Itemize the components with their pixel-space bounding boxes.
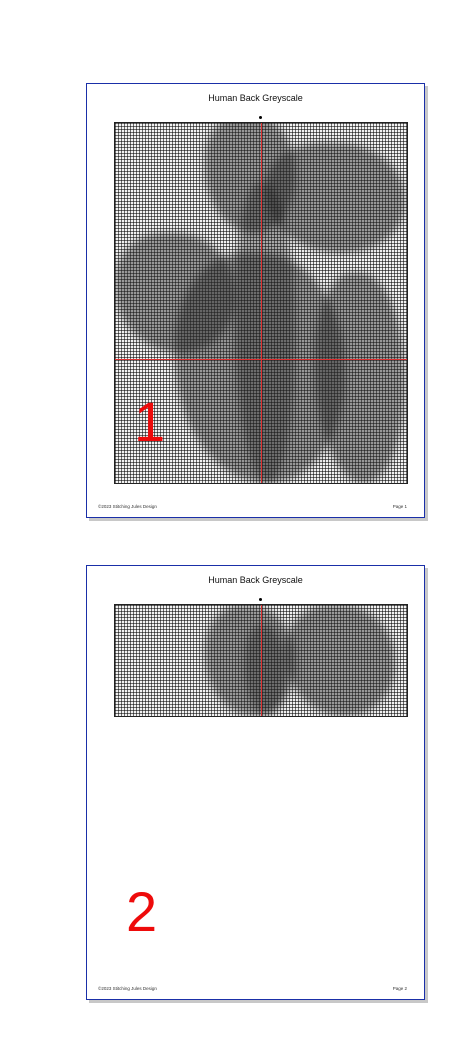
page-footer-number: Page 2 (392, 986, 407, 991)
copyright-footer: ©2023 Stitching Jules Design (98, 986, 157, 991)
center-marker-icon (259, 598, 262, 601)
page-title: Human Back Greyscale (208, 93, 303, 103)
vertical-center-line (261, 605, 262, 716)
pattern-page-1 (86, 83, 425, 518)
page-title: Human Back Greyscale (208, 575, 303, 585)
page-footer-number: Page 1 (392, 504, 407, 509)
pattern-page-2 (86, 565, 425, 1000)
copyright-footer: ©2023 Stitching Jules Design (98, 504, 157, 509)
horizontal-center-line (115, 359, 407, 360)
vertical-center-line (261, 123, 262, 483)
page-number-overlay: 2 (126, 880, 158, 943)
cross-stitch-chart-grid (114, 604, 408, 717)
center-marker-icon (259, 116, 262, 119)
page-number-overlay: 1 (134, 390, 166, 453)
